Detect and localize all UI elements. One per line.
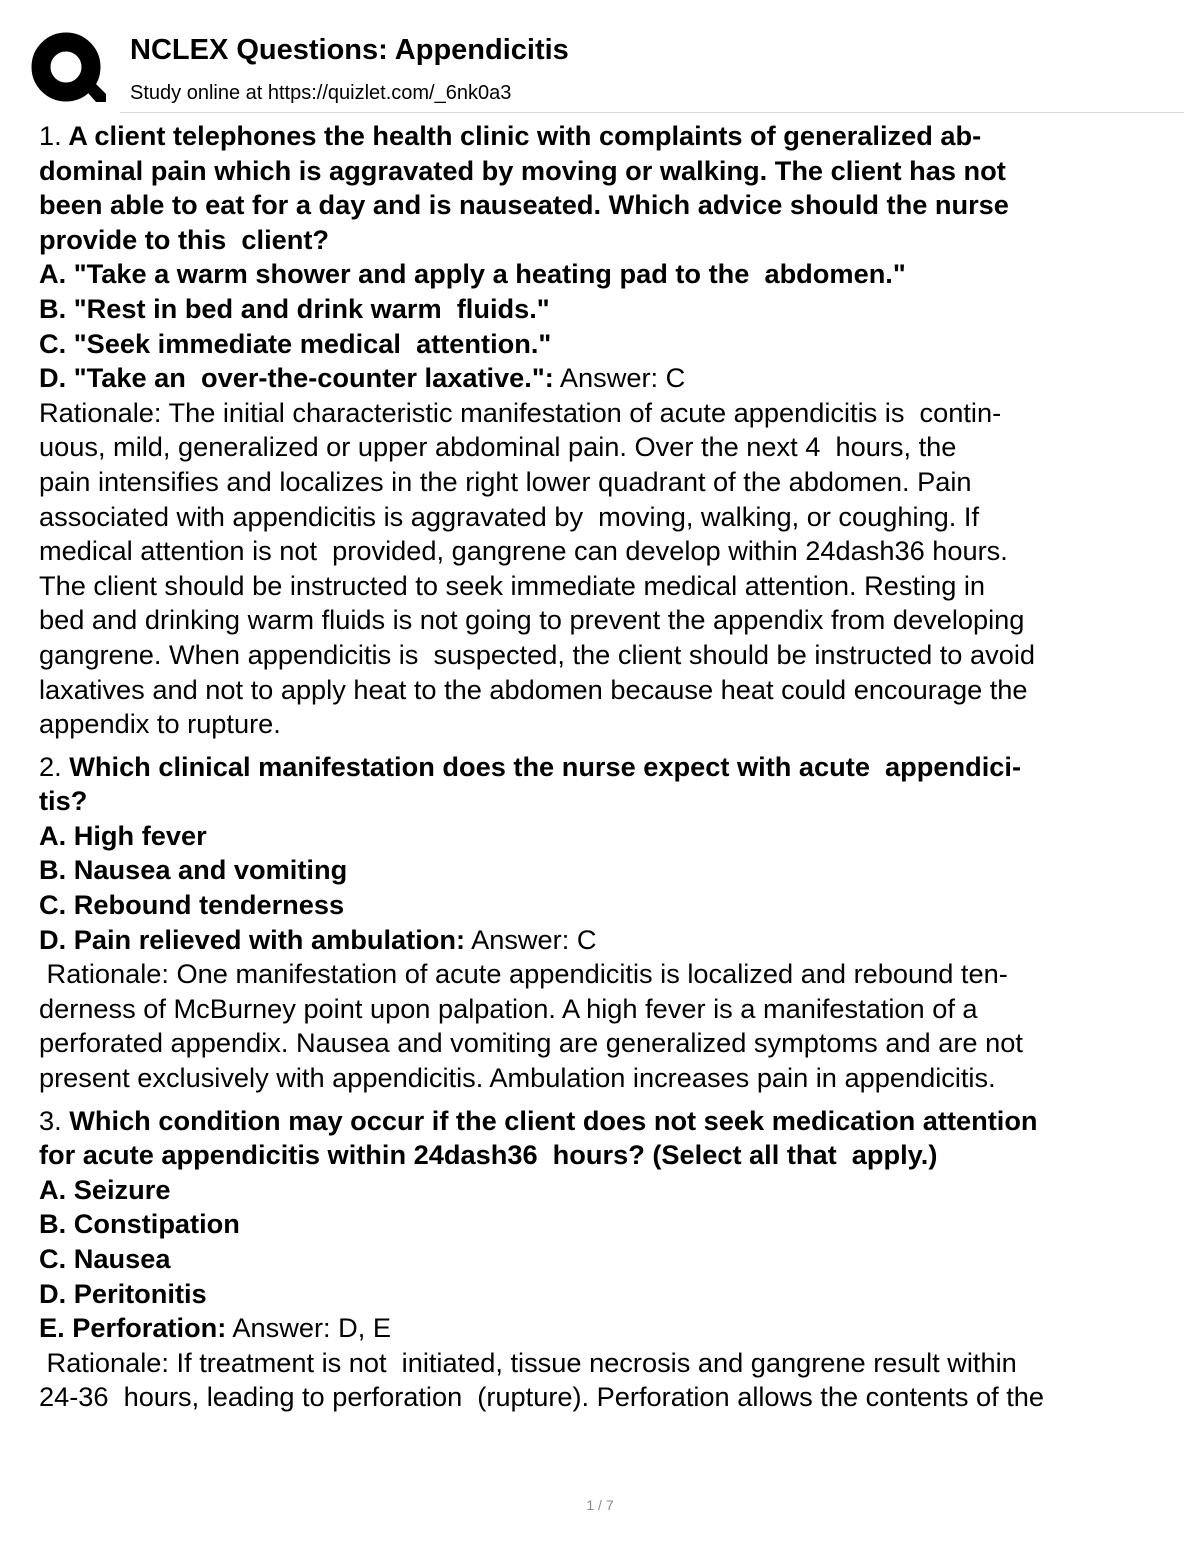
- question-line-bold: B. "Rest in bed and drink warm fluids.": [39, 292, 550, 324]
- text-line: [39, 1277, 1174, 1312]
- rationale-line: Rationale: One manifestation of acute appendicitis is localized and rebound ten-: [39, 958, 1008, 990]
- text-line: [39, 119, 1174, 154]
- text-line: [39, 327, 1174, 362]
- text-line: [39, 1061, 1174, 1096]
- text-line: [39, 707, 1174, 742]
- text-line: [39, 1173, 1174, 1208]
- quizlet-logo-icon: [30, 30, 108, 108]
- question-line-bold: for acute appendicitis within 24dash36 hours? (Select all that apply.): [39, 1139, 938, 1171]
- rationale-line: gangrene. When appendicitis is suspected, the client should be instructed to avoid: [39, 638, 1035, 670]
- text-line: [39, 853, 1174, 888]
- question-line-bold: C. Rebound tenderness: [39, 889, 345, 921]
- rationale-line: Rationale: If treatment is not initiated, tissue necrosis and gangrene result within: [39, 1346, 1017, 1378]
- rationale-line: bed and drinking warm fluids is not going to prevent the appendix from developing: [39, 604, 1025, 636]
- text-line: [39, 430, 1174, 465]
- text-line: [39, 1104, 1174, 1139]
- rationale-line: appendix to rupture.: [39, 708, 281, 740]
- page-title: NCLEX Questions: Appendicitis: [130, 34, 569, 66]
- text-line: [39, 1138, 1174, 1173]
- question-line-bold: dominal pain which is aggravated by moving or walking. The client has not: [39, 154, 1006, 186]
- question-line-bold: D. Peritonitis: [39, 1277, 207, 1309]
- text-line: [39, 638, 1174, 673]
- text-line: [39, 188, 1174, 223]
- text-line: [39, 154, 1174, 189]
- text-line: [39, 1380, 1174, 1415]
- answer-text: Answer: C: [553, 362, 686, 394]
- rationale-line: medical attention is not provided, gangrene can develop within 24dash36 hours.: [39, 535, 1008, 567]
- question-line-bold: provide to this client?: [39, 223, 330, 255]
- rationale-line: associated with appendicitis is aggravated by moving, walking, or coughing. If: [39, 500, 979, 532]
- text-line: [39, 500, 1174, 535]
- question-line-bold: A. Seizure: [39, 1173, 171, 1205]
- text-line: [39, 1346, 1174, 1381]
- question-line-bold: tis?: [39, 785, 88, 817]
- text-line: [39, 569, 1174, 604]
- text-line: [39, 923, 1174, 958]
- question-text: Which condition may occur if the client does not seek medication attention: [61, 1104, 1038, 1136]
- text-line: [39, 784, 1174, 819]
- question-number: 1.: [39, 120, 62, 151]
- answer-text: Answer: D, E: [226, 1312, 392, 1344]
- text-line: [39, 1311, 1174, 1346]
- question-list: [39, 119, 1174, 1415]
- answer-text: Answer: C: [465, 923, 597, 955]
- text-line: [39, 673, 1174, 708]
- page-number: 1 / 7: [586, 1497, 614, 1513]
- rationale-line: Rationale: The initial characteristic manifestation of acute appendicitis is contin-: [39, 396, 1002, 428]
- rationale-line: pain intensifies and localizes in the right lower quadrant of the abdomen. Pain: [39, 465, 972, 497]
- text-line: [39, 603, 1174, 638]
- rationale-line: uous, mild, generalized or upper abdominal pain. Over the next 4 hours, the: [39, 431, 957, 463]
- question-line-bold: B. Constipation: [39, 1208, 240, 1240]
- question-number: 2.: [39, 750, 62, 782]
- text-line: [39, 223, 1174, 258]
- header-divider: [120, 112, 1184, 113]
- text-line: [39, 396, 1174, 431]
- question-line-bold: D. Pain relieved with ambulation:: [39, 923, 466, 955]
- text-line: [39, 1026, 1174, 1061]
- question-number: 3.: [39, 1104, 62, 1136]
- question-line-bold: C. "Seek immediate medical attention.": [39, 327, 552, 359]
- text-line: [39, 957, 1174, 992]
- question-line-bold: D. "Take an over-the-counter laxative.":: [39, 362, 554, 394]
- text-line: [39, 534, 1174, 569]
- text-line: [39, 750, 1174, 785]
- text-line: [39, 292, 1174, 327]
- rationale-line: perforated appendix. Nausea and vomiting are generalized symptoms and are not: [39, 1027, 1023, 1059]
- text-line: [39, 888, 1174, 923]
- question-text: A client telephones the health clinic with complaints of generalized ab-: [61, 120, 982, 151]
- question-line-bold: A. "Take a warm shower and apply a heating pad to the abdomen.": [39, 258, 906, 290]
- text-line: [39, 361, 1174, 396]
- question-line-bold: B. Nausea and vomiting: [39, 854, 348, 886]
- rationale-line: The client should be instructed to seek immediate medical attention. Resting in: [39, 569, 986, 601]
- question-line-bold: C. Nausea: [39, 1243, 171, 1274]
- rationale-line: derness of McBurney point upon palpation. A high fever is a manifestation of a: [39, 992, 978, 1024]
- question-item: [39, 119, 1174, 742]
- text-line: [39, 465, 1174, 500]
- question-line-bold: A. High fever: [39, 819, 207, 851]
- rationale-line: present exclusively with appendicitis. Ambulation increases pain in appendicitis.: [39, 1062, 996, 1094]
- question-item: [39, 750, 1174, 1096]
- question-line-bold: E. Perforation:: [39, 1312, 227, 1344]
- study-link-text: Study online at https://quizlet.com/_6nk0a3: [130, 82, 512, 104]
- rationale-line: 24-36 hours, leading to perforation (rupture). Perforation allows the contents of the: [39, 1381, 1045, 1413]
- text-line: [39, 1207, 1174, 1242]
- question-text: Which clinical manifestation does the nurse expect with acute appendici-: [61, 750, 1022, 782]
- question-line-bold: been able to eat for a day and is nauseated. Which advice should the nurse: [39, 189, 1009, 221]
- rationale-line: laxatives and not to apply heat to the abdomen because heat could encourage the: [39, 673, 1028, 705]
- text-line: [39, 819, 1174, 854]
- text-line: [39, 992, 1174, 1027]
- text-line: [39, 257, 1174, 292]
- text-line: [39, 1242, 1174, 1277]
- question-item: [39, 1104, 1174, 1415]
